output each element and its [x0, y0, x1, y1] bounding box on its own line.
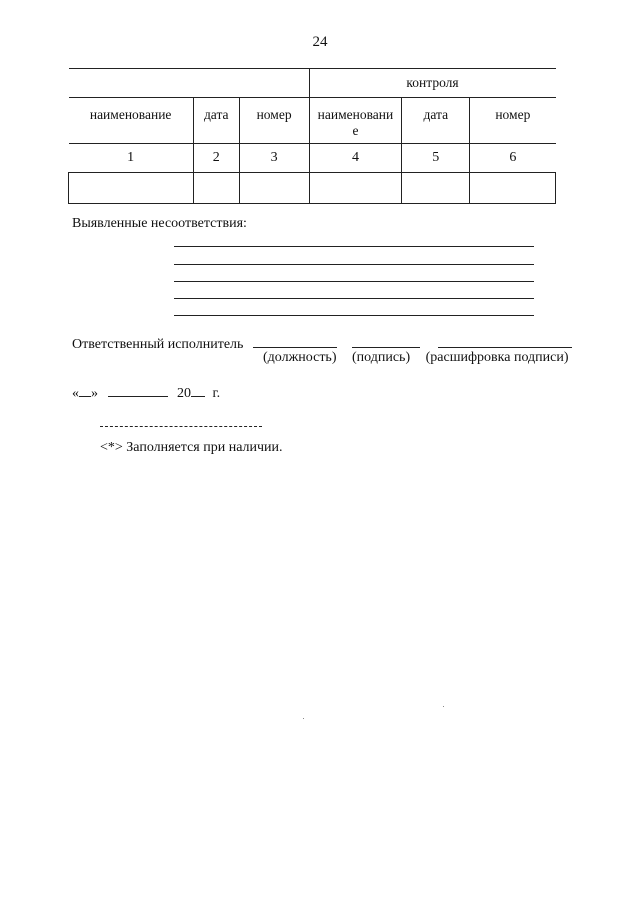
page-number: 24	[312, 34, 328, 50]
table-header-cell: наименование	[69, 98, 194, 144]
date-row	[72, 382, 220, 402]
responsible-captions	[263, 350, 569, 366]
table-empty-row	[69, 173, 556, 204]
table-header-cell: наименовани е	[309, 98, 402, 144]
table-number-cell: 4	[309, 144, 402, 173]
table-number-cell: 5	[402, 144, 470, 173]
table-number-cell: 3	[239, 144, 309, 173]
footnote-text: <*> Заполняется при наличии.	[100, 440, 283, 455]
table-number-cell: 2	[193, 144, 239, 173]
table-group-header-row	[69, 69, 556, 98]
date-open-quote: «	[72, 386, 79, 401]
date-close-quote: »	[91, 386, 98, 401]
table-number-row	[69, 144, 556, 173]
table-header-cell: дата	[193, 98, 239, 144]
discrepancies-line	[174, 315, 534, 316]
month-blank	[108, 382, 168, 397]
table-empty-cell	[402, 173, 470, 204]
discrepancies-line	[174, 281, 534, 282]
scan-speck	[443, 706, 444, 707]
table-header-cell: дата	[402, 98, 470, 144]
responsible-label: Ответственный исполнитель	[72, 337, 244, 352]
table-group-left-blank	[69, 69, 310, 98]
table-number-cell: 6	[470, 144, 556, 173]
discrepancies-line	[174, 298, 534, 299]
table-header-cell: номер	[470, 98, 556, 144]
table-number-cell: 1	[69, 144, 194, 173]
day-blank	[79, 382, 91, 397]
signature-decoding-blank	[438, 333, 572, 348]
scan-speck	[303, 718, 304, 719]
discrepancies-line	[174, 246, 534, 247]
caption-signature: (подпись)	[351, 350, 411, 365]
year-prefix: 20	[177, 386, 191, 401]
table-header-cell: номер	[239, 98, 309, 144]
position-blank	[253, 333, 337, 348]
discrepancies-line	[174, 264, 534, 265]
signature-blank	[352, 333, 420, 348]
year-blank	[191, 382, 205, 397]
caption-signature-decoding: (расшифровка подписи)	[425, 350, 569, 365]
caption-position: (должность)	[263, 350, 337, 365]
table-header-row	[69, 98, 556, 144]
table-empty-cell	[309, 173, 402, 204]
table-empty-cell	[193, 173, 239, 204]
discrepancies-label: Выявленные несоответствия:	[72, 216, 247, 231]
table-empty-cell	[239, 173, 309, 204]
year-suffix: г.	[212, 386, 221, 401]
table-empty-cell	[470, 173, 556, 204]
footnote-separator	[100, 426, 262, 427]
registration-table	[68, 68, 556, 204]
table-group-header-control: контроля	[309, 69, 556, 98]
table-empty-cell	[69, 173, 194, 204]
